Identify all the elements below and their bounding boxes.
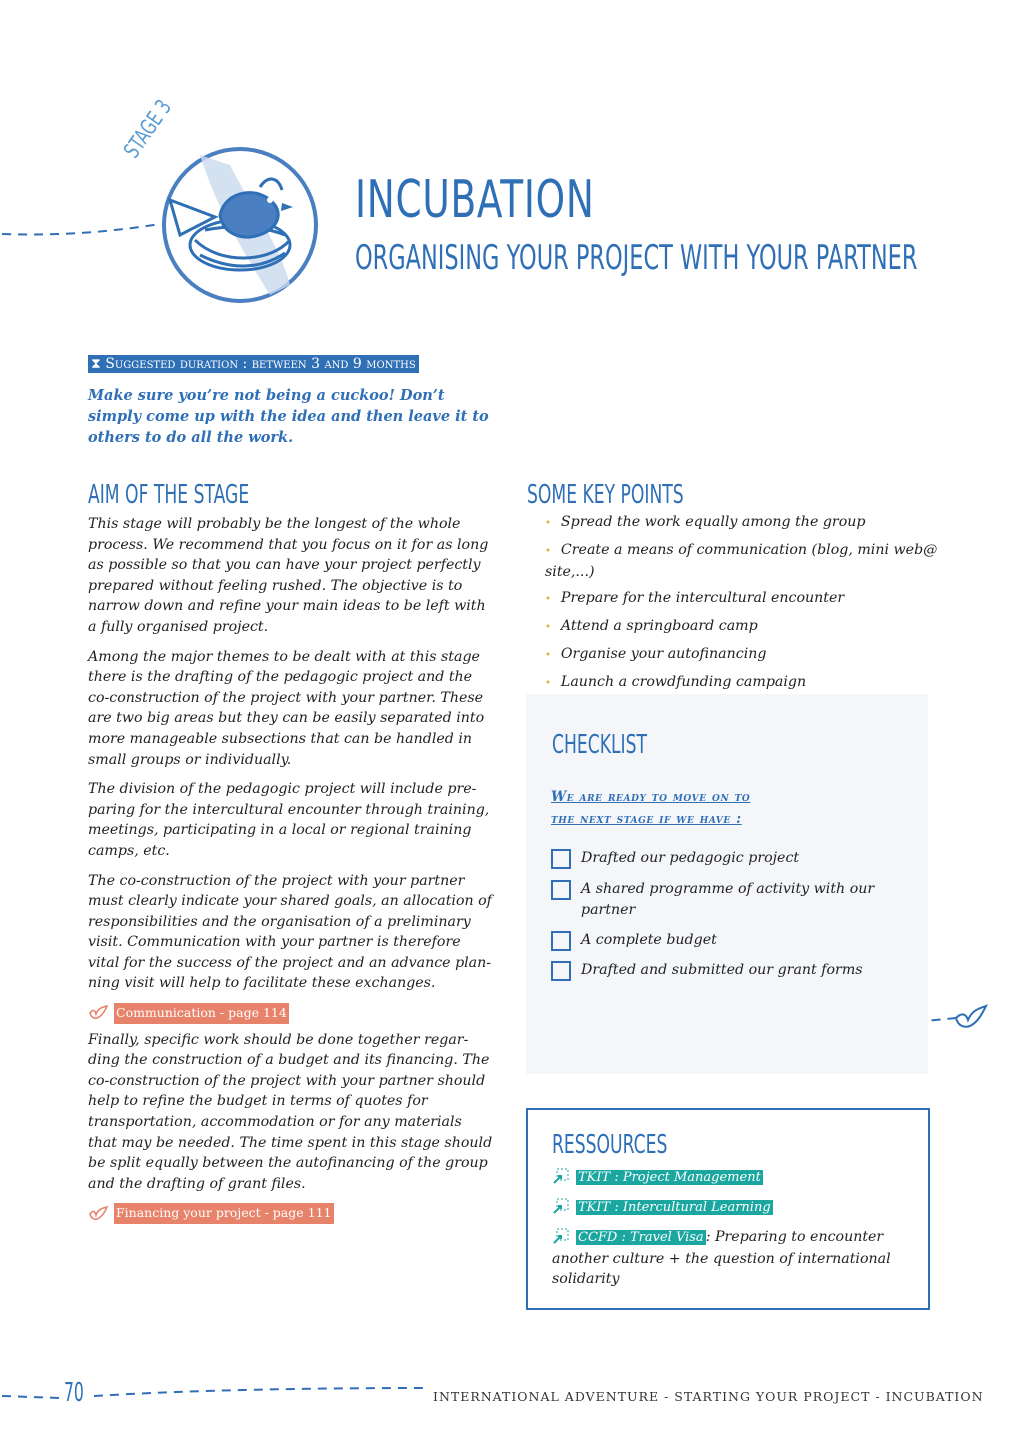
resource-item[interactable] (552, 1227, 902, 1290)
cursor-link-icon (552, 1168, 570, 1184)
resource-link-project-management[interactable]: TKIT : Project Management (578, 1170, 761, 1185)
checklist-item[interactable] (551, 960, 881, 981)
checkbox[interactable] (551, 849, 571, 869)
aim-paragraph-5: Finally, specific work should be done together regar-ding the construction of a budget and its financing. The co-construction of the project with your partner should help to refine the budget in terms of quotes for transportation, accommodation or for any materials that may be needed. The time spent in this stage should be split equally between the autofinancing of the group and the drafting of grant files. (88, 1031, 493, 1192)
bullet-icon: • (545, 546, 551, 557)
list-item-text: Attend a springboard camp (560, 618, 758, 634)
duration-banner (88, 356, 419, 372)
page-subtitle: ORGANISING YOUR PROJECT WITH YOUR PARTNER (355, 238, 918, 278)
duration-badge (88, 355, 419, 373)
checklist-lead-line-2: the next stage if we have : (551, 811, 742, 827)
resource-link-travel-visa[interactable]: CCFD : Travel Visa (578, 1230, 704, 1245)
hourglass-icon: ⧗ (91, 356, 106, 372)
list-item-text: Create a means of communication (blog, mini web@ site,...) (545, 542, 938, 580)
footer-running-title: INTERNATIONAL ADVENTURE - STARTING YOUR PROJECT - INCUBATION (433, 1389, 984, 1404)
aim-paragraph-4: The co-construction of the project with your partner must clearly indicate your shared goals, an allocation of responsibilities and the organisation of a preliminary visit. Communication with your partner is therefore vital for the success of the project and an advance plan-ning visit will help to facilitate these exchanges. (88, 872, 492, 992)
checklist-item[interactable] (551, 879, 881, 920)
checklist-lead (551, 786, 750, 830)
bullet-icon: • (545, 594, 551, 605)
bullet-icon: • (545, 650, 551, 661)
dashed-line-footer (92, 1382, 432, 1406)
resources-heading: RESSOURCES (552, 1130, 668, 1160)
keypoints-heading: SOME KEY POINTS (527, 480, 684, 510)
checklist-item[interactable] (551, 848, 881, 869)
aim-heading: AIM OF THE STAGE (88, 480, 250, 510)
list-item (545, 616, 940, 638)
checklist-item-label: A complete budget (581, 932, 717, 948)
dashed-line-top (0, 210, 170, 240)
bird-icon (88, 1005, 108, 1021)
resource-item[interactable] (552, 1167, 902, 1189)
list-item (545, 644, 940, 666)
stage-label: STAGE 3 (119, 95, 178, 163)
checklist-lead-line-1: We are ready to move on to (551, 789, 751, 805)
page-number: 70 (64, 1378, 84, 1408)
page-title: INCUBATION (355, 170, 595, 230)
bird-icon (88, 1206, 108, 1222)
list-item-text: Prepare for the intercultural encounter (560, 590, 845, 606)
duration-text: Suggested duration : between 3 and 9 months (105, 356, 416, 372)
checklist-item-label: Drafted our pedagogic project (581, 850, 800, 866)
reference-financing-link[interactable]: Financing your project - page 111 (114, 1203, 334, 1224)
aim-paragraph-1: This stage will probably be the longest of the whole process. We recommend that you focus on it for as long as possible so that you can have your project perfectly prepared without feeling rushed. The objective is to narrow down and refine your main ideas to be left with a fully organised project. (88, 516, 489, 635)
aim-body (88, 514, 493, 1230)
list-item (545, 588, 940, 610)
intro-text: Make sure you’re not being a cuckoo! Don’t simply come up with the idea and then leave it to others to do all the work. (88, 387, 489, 446)
resource-link-intercultural-learning[interactable]: TKIT : Intercultural Learning (578, 1200, 771, 1215)
dashed-line-footer-left (0, 1386, 62, 1406)
bullet-icon: • (545, 518, 551, 529)
reference-communication[interactable] (88, 1003, 493, 1024)
bullet-icon: • (545, 678, 551, 689)
checklist-item-label: A shared programme of activity with our partner (581, 881, 875, 918)
list-item (545, 540, 940, 582)
checklist-heading: CHECKLIST (552, 730, 647, 760)
checkbox[interactable] (551, 961, 571, 981)
list-item (545, 672, 940, 694)
resource-item[interactable] (552, 1197, 902, 1219)
bird-nest-emblem (160, 145, 325, 310)
cursor-link-icon (552, 1198, 570, 1214)
checklist-item[interactable] (551, 930, 881, 951)
checklist-item-label: Drafted and submitted our grant forms (581, 962, 863, 978)
keypoints-list (545, 512, 940, 700)
list-item-text: Spread the work equally among the group (560, 514, 866, 530)
reference-financing[interactable] (88, 1203, 493, 1224)
resource-description: : Preparing to encounter another culture + the question of international solidarity (552, 1229, 891, 1288)
checkbox[interactable] (551, 931, 571, 951)
list-item-text: Organise your autofinancing (560, 646, 767, 662)
list-item (545, 512, 940, 534)
aim-paragraph-2: Among the major themes to be dealt with at this stage there is the drafting of the pedagogic project and the co-construction of the project with your partner. These are two big areas but they can be easily separated into more manageable subsections that can be handled in small groups or individually. (88, 648, 485, 768)
checkbox[interactable] (551, 880, 571, 900)
reference-communication-link[interactable]: Communication - page 114 (114, 1003, 289, 1024)
bird-icon (952, 1004, 988, 1034)
bullet-icon: • (545, 622, 551, 633)
aim-paragraph-3: The division of the pedagogic project will include pre-paring for the intercultural encounter through training, meetings, participating in a local or regional training camps, etc. (88, 781, 490, 859)
list-item-text: Launch a crowdfunding campaign (560, 674, 807, 690)
cursor-link-icon (552, 1228, 570, 1244)
